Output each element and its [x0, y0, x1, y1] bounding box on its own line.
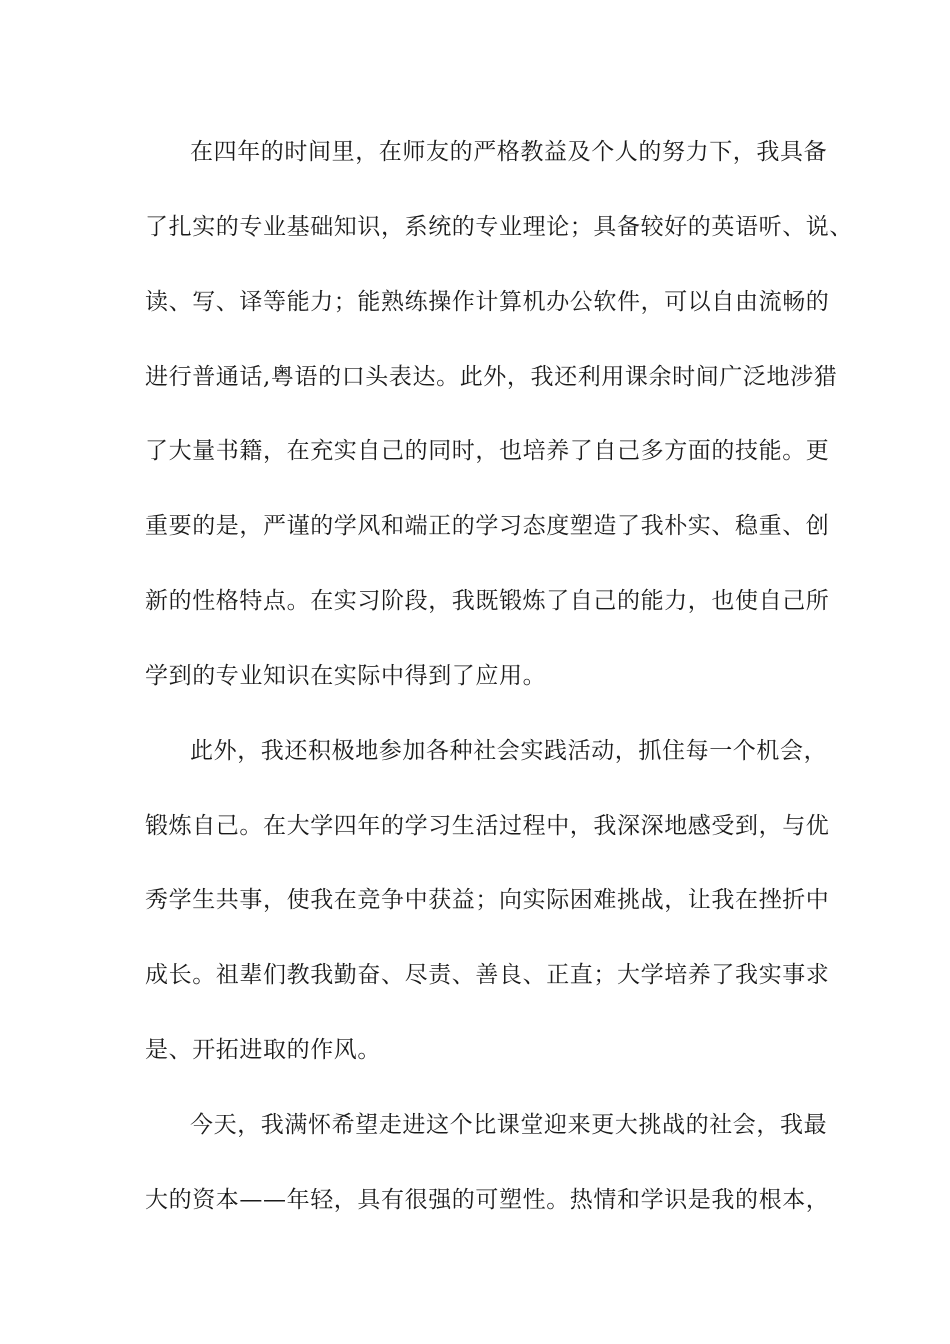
paragraph-1-line-7: 新的性格特点。在实习阶段，我既锻炼了自己的能力，也使自己所 — [145, 588, 830, 614]
paragraph-1-line-1: 在四年的时间里，在师友的严格教益及个人的努力下，我具备 — [190, 139, 828, 165]
paragraph-1-line-8: 学到的专业知识在实际中得到了应用。 — [145, 663, 547, 689]
paragraph-1-line-3: 读、写、译等能力；能熟练操作计算机办公软件，可以自由流畅的 — [145, 289, 830, 315]
paragraph-3-line-2: 大的资本——年轻，具有很强的可塑性。热情和学识是我的根本， — [145, 1187, 830, 1213]
paragraph-3-line-1: 今天，我满怀希望走进这个比课堂迎来更大挑战的社会，我最 — [190, 1112, 828, 1138]
paragraph-2-line-4: 成长。祖辈们教我勤奋、尽责、善良、正直；大学培养了我实事求 — [145, 962, 830, 988]
paragraph-2-line-5: 是、开拓进取的作风。 — [145, 1037, 381, 1063]
paragraph-2-line-1: 此外，我还积极地参加各种社会实践活动，抓住每一个机会， — [190, 738, 828, 764]
paragraph-1-line-2: 了扎实的专业基础知识，系统的专业理论；具备较好的英语听、说、 — [145, 214, 853, 240]
paragraph-2-line-3: 秀学生共事，使我在竞争中获益；向实际困难挑战，让我在挫折中 — [145, 887, 830, 913]
paragraph-2-line-2: 锻炼自己。在大学四年的学习生活过程中，我深深地感受到，与优 — [145, 813, 830, 839]
paragraph-1-line-5: 了大量书籍，在充实自己的同时，也培养了自己多方面的技能。更 — [145, 438, 830, 464]
paragraph-1-line-4: 进行普通话,粤语的口头表达。此外，我还利用课余时间广泛地涉猎 — [145, 364, 838, 390]
paragraph-1-line-6: 重要的是，严谨的学风和端正的学习态度塑造了我朴实、稳重、创 — [145, 513, 830, 539]
